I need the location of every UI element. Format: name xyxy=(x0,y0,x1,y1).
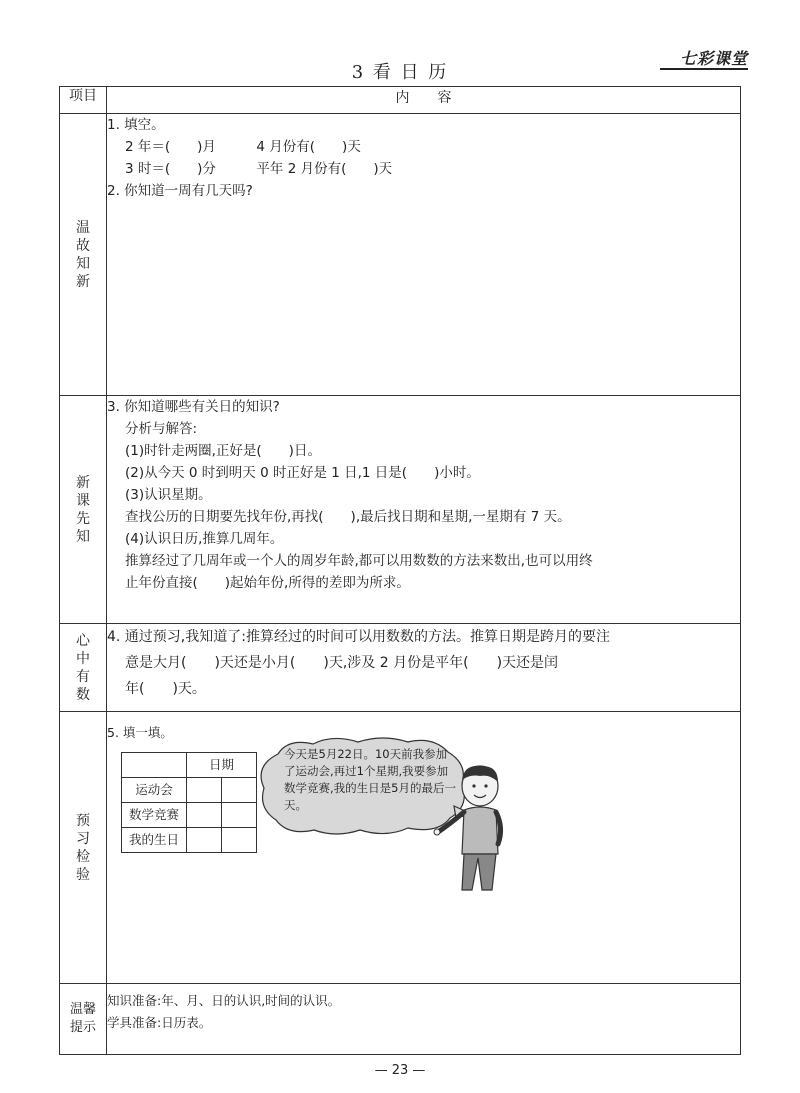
question-1-line-b: 3 时＝( )分 平年 2 月份有( )天 xyxy=(125,161,393,177)
table-row xyxy=(122,778,257,803)
table-row xyxy=(122,753,257,778)
page-number: — 23 — xyxy=(374,1063,426,1078)
answer-cell[interactable] xyxy=(187,803,222,828)
question-3: 3. 你知道哪些有关日的知识? xyxy=(107,399,280,415)
section-label-tips: 温馨提示 xyxy=(69,1002,96,1035)
header-col-content: 内 容 xyxy=(107,87,741,114)
analysis-line-5: (4)认识日历,推算几周年。 xyxy=(125,531,284,547)
answer-cell[interactable] xyxy=(222,778,257,803)
tip-materials: 学具准备:日历表。 xyxy=(107,1015,212,1030)
analysis-line-4: 查找公历的日期要先找年份,再找( ),最后找日期和星期,一星期有 7 天。 xyxy=(125,509,571,525)
tip-knowledge: 知识准备:年、月、日的认识,时间的认识。 xyxy=(107,993,341,1008)
section-content-preview xyxy=(107,396,741,624)
page-title: 3 看 日 历 xyxy=(351,62,449,83)
question-4-line-3: 年( )天。 xyxy=(125,681,206,697)
question-4-line-2: 意是大月( )天还是小月( )天,涉及 2 月份是平年( )天还是闰 xyxy=(125,655,559,671)
row-label-sports: 运动会 xyxy=(122,778,187,803)
question-4-line-1: 4. 通过预习,我知道了:推算经过的时间可以用数数的方法。推算日期是跨月的要注 xyxy=(107,629,610,645)
section-label-summary: 心中有数 xyxy=(76,632,90,703)
question-1: 1. 填空。 xyxy=(107,117,165,133)
date-fill-table xyxy=(121,752,257,853)
analysis-line-3: (3)认识星期。 xyxy=(125,487,212,503)
answer-cell[interactable] xyxy=(187,828,222,853)
answer-cell[interactable] xyxy=(222,803,257,828)
analysis-line-6: 推算经过了几周年或一个人的周岁年龄,都可以用数数的方法来数出,也可以用终 xyxy=(125,553,593,569)
section-content-review xyxy=(107,114,741,396)
analysis-line-1: (1)时针走两圈,正好是( )日。 xyxy=(125,443,321,459)
lesson-table xyxy=(59,86,741,1055)
section-tips xyxy=(60,984,741,1055)
speech-bubble-text: 今天是5月22日。10天前我参加了运动会,再过1个星期,我要参加数学竞赛,我的生日是5月的最后一天。 xyxy=(284,747,456,812)
section-summary xyxy=(60,624,741,712)
brand-underline xyxy=(660,68,748,70)
analysis-line-2: (2)从今天 0 时到明天 0 时正好是 1 日,1 日是( )小时。 xyxy=(125,465,480,481)
analysis-line-7: 止年份直接( )起始年份,所得的差即为所求。 xyxy=(125,575,410,591)
question-5: 5. 填一填。 xyxy=(107,725,173,740)
answer-cell[interactable] xyxy=(222,828,257,853)
table-row xyxy=(122,828,257,853)
brand-logo: 七彩课堂 xyxy=(679,49,748,68)
section-content-summary xyxy=(107,624,741,712)
row-label-math: 数学竞赛 xyxy=(122,803,187,828)
section-label-check: 预习检验 xyxy=(76,812,90,883)
boy-illustration-icon xyxy=(432,762,512,897)
section-content-tips xyxy=(107,984,741,1055)
section-review xyxy=(60,114,741,396)
question-2: 2. 你知道一周有几天吗? xyxy=(107,183,253,199)
question-1-line-a: 2 年＝( )月 4 月份有( )天 xyxy=(125,139,361,155)
date-column-header: 日期 xyxy=(187,753,257,778)
table-header-row xyxy=(60,87,741,114)
section-preview xyxy=(60,396,741,624)
header-col-item: 项目 xyxy=(60,87,107,114)
row-label-birthday: 我的生日 xyxy=(122,828,187,853)
table-row xyxy=(122,803,257,828)
answer-cell[interactable] xyxy=(187,778,222,803)
analysis-heading: 分析与解答: xyxy=(125,421,198,437)
section-label-preview: 新课先知 xyxy=(76,474,90,545)
section-label-review: 温故知新 xyxy=(76,219,90,290)
